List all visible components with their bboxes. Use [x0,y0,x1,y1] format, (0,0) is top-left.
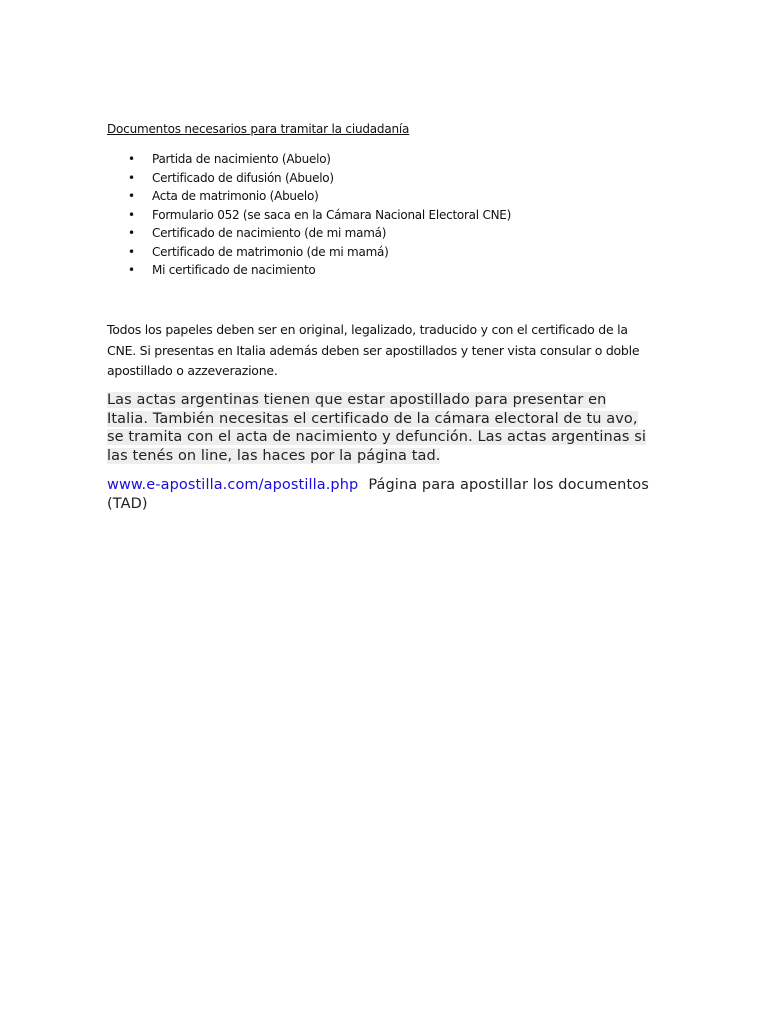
list-item-text: Certificado de difusión (Abuelo) [152,170,334,185]
bullet-icon: • [128,170,135,185]
apostilla-link[interactable]: www.e-apostilla.com/apostilla.php [107,477,359,493]
list-item [107,224,511,243]
link-description: Página para apostillar los documentos (TAD) [107,477,649,512]
list-item-text: Partida de nacimiento (Abuelo) [152,152,331,166]
list-item [107,187,511,206]
bullet-icon: • [128,152,135,166]
list-item-text: Formulario 052 (se saca en la Cámara Nacional Electoral CNE) [152,207,512,222]
bullet-icon: • [128,226,135,240]
bullet-icon: • [128,207,135,222]
bullet-icon: • [128,189,135,203]
list-item-text: Acta de matrimonio (Abuelo) [152,189,319,203]
document-heading: Documentos necesarios para tramitar la ciudadanía [107,122,410,136]
requirements-paragraph: Todos los papeles deben ser en original, legalizado, traducido y con el certificado de la CNE. Si presentas en Italia además deben ser apostillados y tener vista consular o doble apostillado o azzeverazione. [107,322,640,378]
bullet-icon: • [128,263,135,277]
list-item [107,206,511,225]
apostille-paragraph [107,391,652,465]
list-item-text: Mi certificado de nacimiento [152,263,316,277]
bullet-icon: • [128,244,135,259]
link-paragraph [107,476,667,513]
required-documents-list [107,150,511,280]
highlighted-text: Las actas argentinas tienen que estar apostillado para presentar en Italia. También necesitas el certificado de la cámara electoral de tu avo, se tramita con el acta de nacimiento y defunción. Las actas argentinas si las tenés on line, las haces por la página tad. [107,392,646,464]
list-item [107,243,511,262]
list-item-text: Certificado de matrimonio (de mi mamá) [152,244,389,259]
list-item-text: Certificado de nacimiento (de mi mamá) [152,226,387,240]
list-item [107,150,511,169]
list-item [107,169,511,188]
list-item [107,261,511,280]
